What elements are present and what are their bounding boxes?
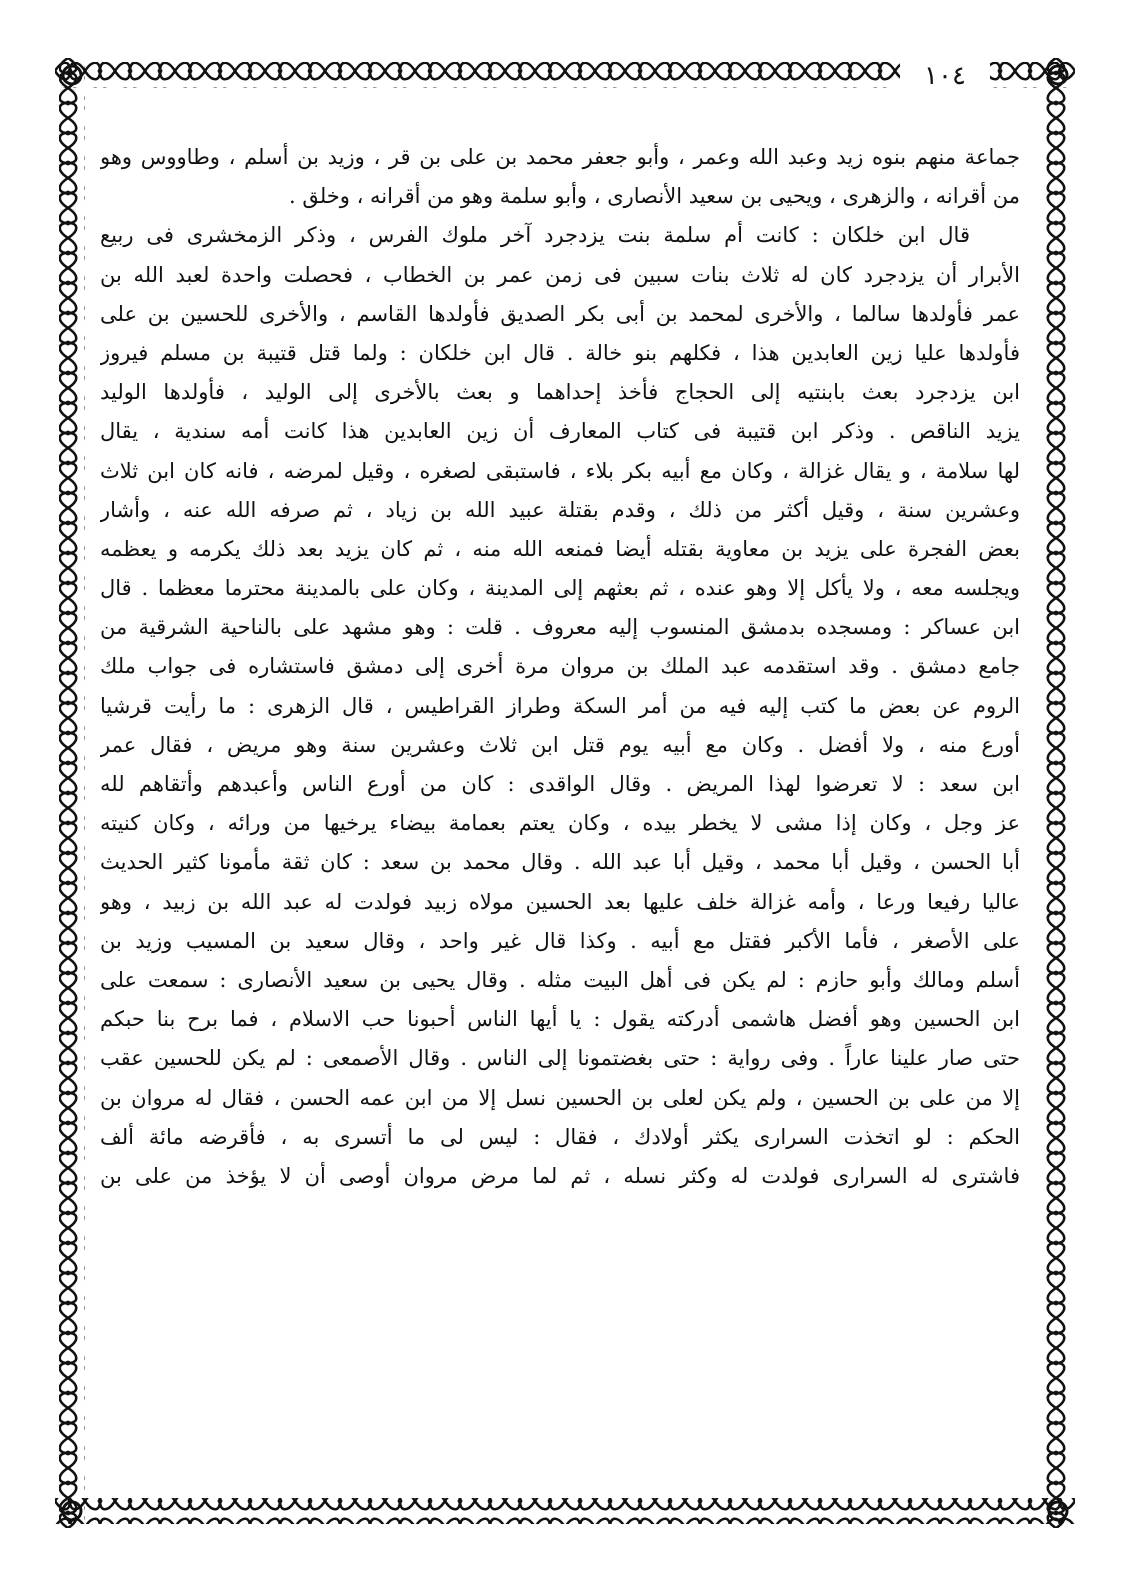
page-number: ١٠٤ bbox=[900, 58, 990, 94]
text-line: قال ابن خلكان : كانت أم سلمة بنت يزدجرد آخر ملوك الفرس ، وذكر الزمخشرى فى ربيع bbox=[100, 223, 970, 248]
text-line: فأولدها عليا زين العابدين هذا ، فكلهم بنو خالة . قال ابن خلكان : ولما قتل قتيبة بن مسلم فيروز bbox=[100, 340, 1020, 365]
page-body-text bbox=[100, 138, 1020, 1483]
text-line: على الأصغر ، فأما الأكبر فقتل مع أبيه . وكذا قال غير واحد ، وقال سعيد بن المسيب وزيد بن bbox=[100, 928, 1020, 953]
text-line: وعشرين سنة ، وقيل أكثر من ذلك ، وقدم بقتلة عبيد الله بن زياد ، ثم صرفه الله عنه ، وأشار bbox=[100, 497, 1020, 522]
text-line: ابن يزدجرد بعث بابنتيه إلى الحجاج فأخذ إحداهما و بعث بالأخرى إلى الوليد ، فأولدها الوليد bbox=[100, 380, 1020, 405]
text-line: جامع دمشق . وقد استقدمه عبد الملك بن مروان مرة أخرى إلى دمشق فاستشاره فى جواب ملك bbox=[100, 654, 1020, 679]
text-line: إلا من على بن الحسين ، ولم يكن لعلى بن الحسين نسل إلا من ابن عمه الحسن ، فقال له مروان بن bbox=[100, 1085, 1020, 1110]
text-line: أبا الحسن ، وقيل أبا محمد ، وقيل أبا عبد الله . وقال محمد بن سعد : كان ثقة مأمونا كثير الحديث bbox=[100, 850, 1020, 875]
text-line: عاليا رفيعا ورعا ، وأمه غزالة خلف عليها بعد الحسين مولاه زبيد فولدت له عبد الله بن زبيد ، وهو bbox=[100, 889, 1020, 914]
text-line: الأبرار أن يزدجرد كان له ثلاث بنات سبين فى زمن عمر بن الخطاب ، فحصلت واحدة لعبد الله بن bbox=[100, 262, 1020, 287]
text-line: الحكم : لو اتخذت السرارى يكثر أولادك ، فقال : ليس لى ما أتسرى به ، فأقرضه مائة ألف bbox=[100, 1124, 1020, 1149]
text-line: ابن عساكر : ومسجده بدمشق المنسوب إليه معروف . قلت : وهو مشهد على بالناحية الشرقية من bbox=[100, 615, 1020, 640]
text-line: الروم عن بعض ما كتب إليه فيه من أمر السكة وطراز القراطيس ، قال الزهرى : ما رأيت قرشيا bbox=[100, 693, 1020, 718]
text-line: أورع منه ، ولا أفضل . وكان مع أبيه يوم قتل ابن ثلاث وعشرين سنة وهو مريض ، فقال عمر bbox=[100, 732, 1020, 757]
text-line: عمر فأولدها سالما ، والأخرى لمحمد بن أبى بكر الصديق فأولدها القاسم ، والأخرى للحسين بن على bbox=[100, 301, 1020, 326]
text-line: جماعة منهم بنوه زيد وعبد الله وعمر ، وأبو جعفر محمد بن على بن قر ، وزيد بن أسلم ، وطاووس وهو bbox=[100, 145, 1020, 169]
text-line: حتى صار علينا عاراً . وفى رواية : حتى بغضتمونا إلى الناس . وقال الأصمعى : لم يكن للحسين عقب bbox=[100, 1046, 1020, 1071]
text-line: بعض الفجرة على يزيد بن معاوية بقتله أيضا فمنعه الله منه ، ثم كان يزيد بعد ذلك يكرمه و يعظمه bbox=[100, 536, 1020, 561]
text-line: ابن الحسين وهو أفضل هاشمى أدركته يقول : يا أيها الناس أحبونا حب الاسلام ، فما برح بنا حبكم bbox=[100, 1007, 1020, 1032]
text-line: ابن سعد : لا تعرضوا لهذا المريض . وقال الواقدى : كان من أورع الناس وأعبدهم وأتقاهم لله bbox=[100, 772, 1020, 796]
text-line: فاشترى له السرارى فولدت له وكثر نسله ، ثم لما مرض مروان أوصى أن لا يؤخذ من على بن bbox=[100, 1163, 1020, 1188]
text-line: يزيد الناقص . وذكر ابن قتيبة فى كتاب المعارف أن زين العابدين هذا كانت أمه سندية ، يقال bbox=[100, 419, 1020, 444]
text-line: لها سلامة ، و يقال غزالة ، وكان مع أبيه بكر بلاء ، فاستبقى لصغره ، وقيل لمرضه ، فانه كان ابن ثلاث bbox=[100, 458, 1020, 483]
text-line: ويجلسه معه ، ولا يأكل إلا وهو عنده ، ثم بعثهم إلى المدينة ، وكان على بالمدينة محترما معظما . قال bbox=[100, 576, 1020, 601]
text-line: عز وجل ، وكان إذا مشى لا يخطر بيده ، وكان يعتم بعمامة بيضاء يرخيها من ورائه ، وكان كنيته bbox=[100, 811, 1020, 836]
text-line: أسلم ومالك وأبو حازم : لم يكن فى أهل البيت مثله . وقال يحيى بن سعيد الأنصارى : سمعت على bbox=[100, 967, 1020, 992]
text-line: من أقرانه ، والزهرى ، ويحيى بن سعيد الأنصارى ، وأبو سلمة وهو من أقرانه ، وخلق . bbox=[288, 184, 1020, 209]
